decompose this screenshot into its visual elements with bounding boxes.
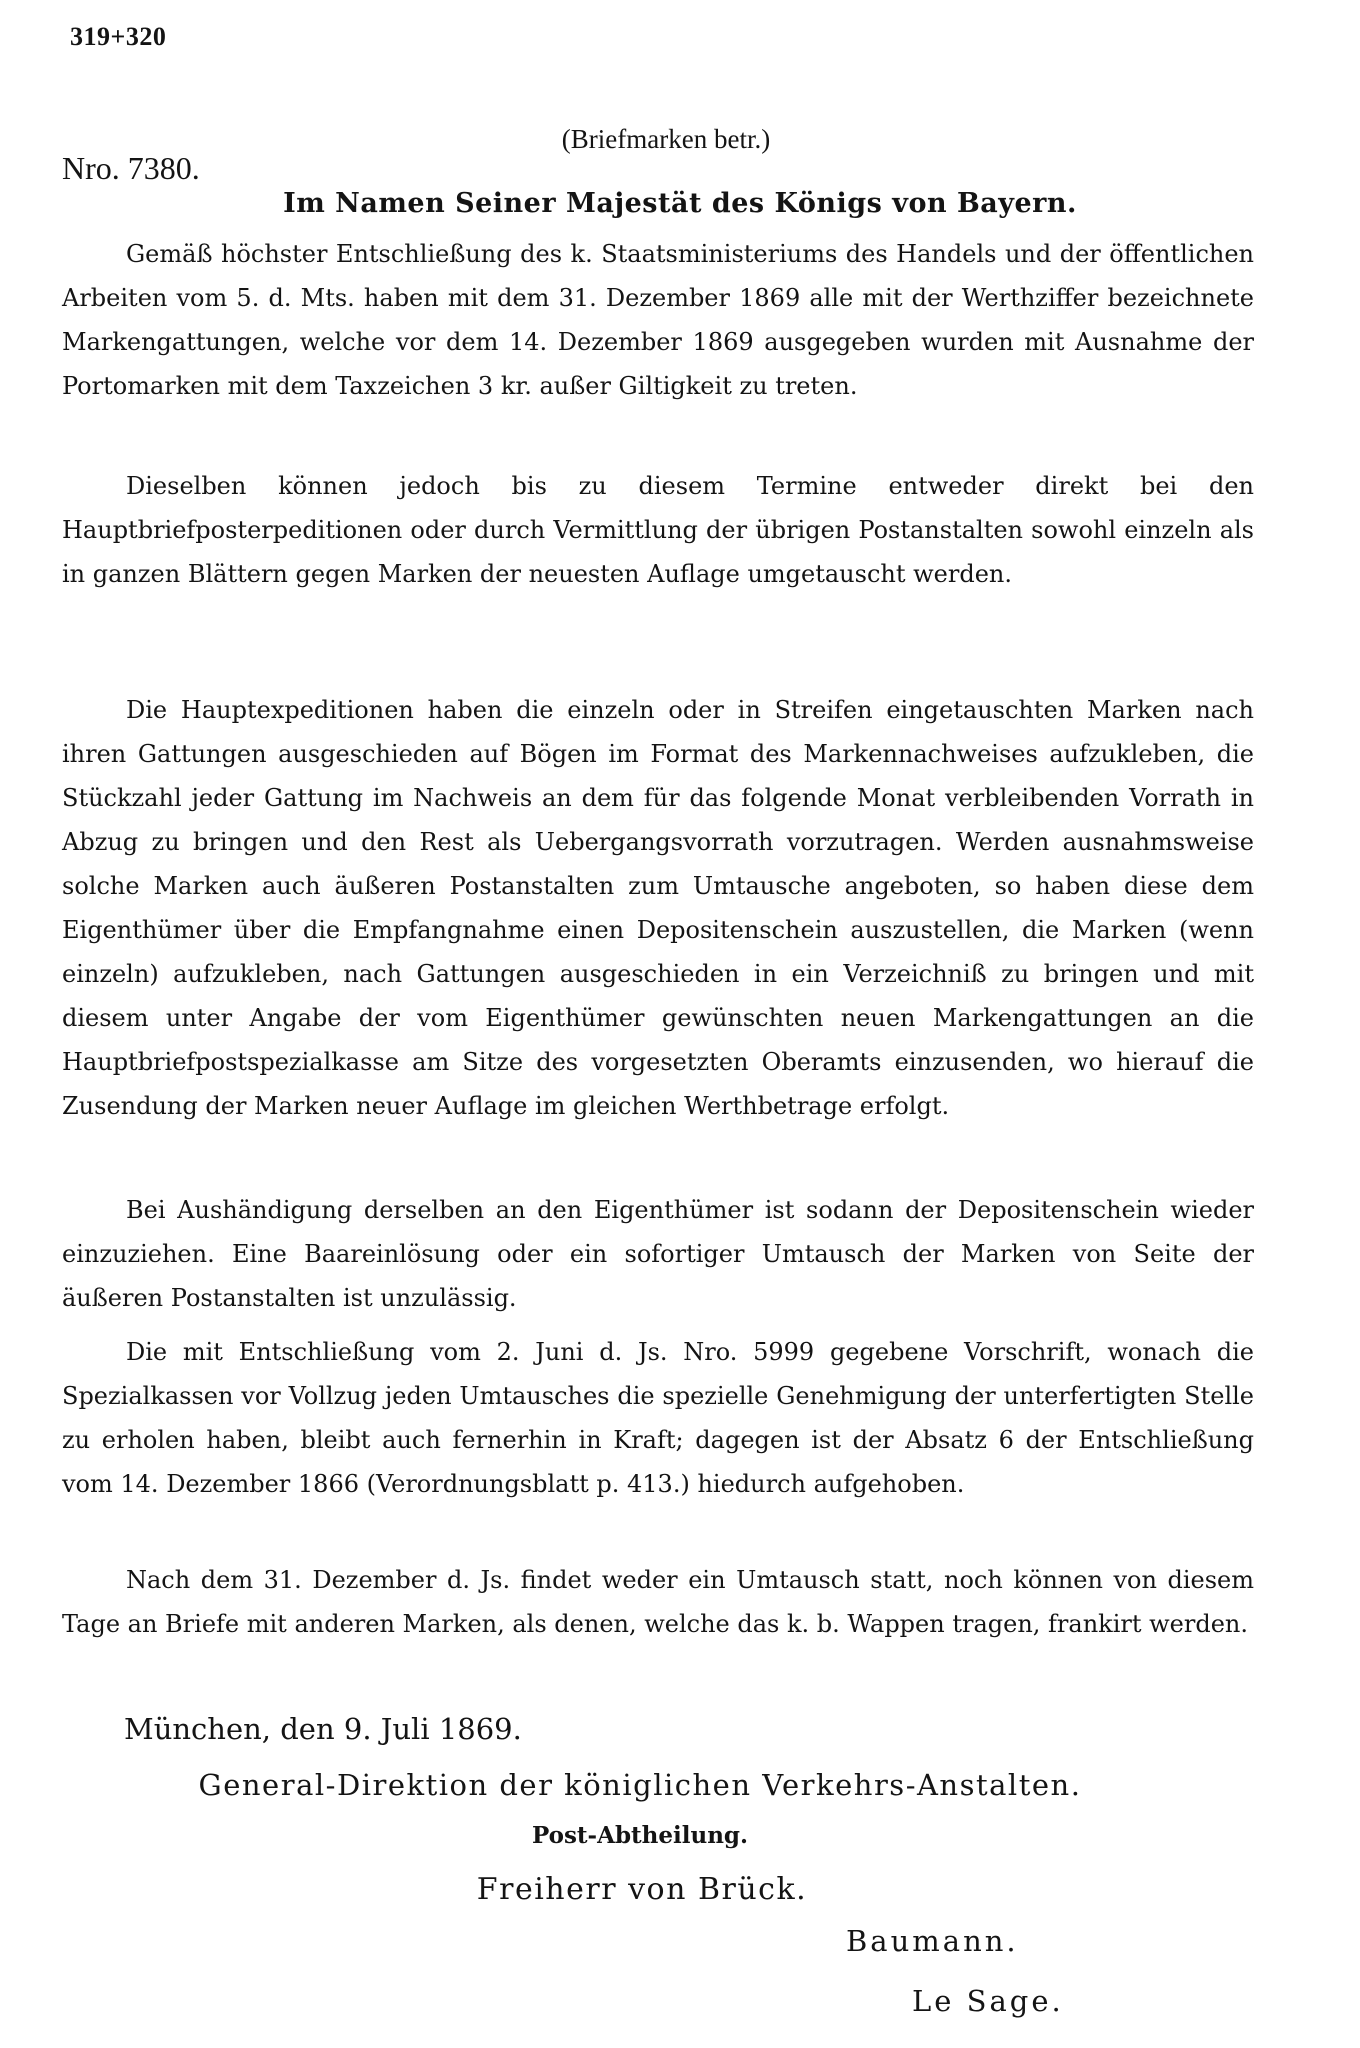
paragraph-3: Die Hauptexpeditionen haben die einzeln oder in Streifen eingetauschten Marken nach ihren Gattungen ausgeschieden auf Bögen im Format des Markennachweises aufzukleben, die Stückzahl jeder Gattung im Nachweis an dem für das folgende Monat verbleibenden Vorrath in Abzug zu bringen und den Rest als Uebergangsvorrath vorzutragen. Werden ausnahmsweise solche Marken auch äußeren Postanstalten zum Umtausche angeboten, so haben diese dem Eigenthümer über die Empfangnahme einen Depositenschein auszustellen, die Marken (wenn einzeln) aufzukleben, nach Gattungen ausgeschieden in ein Verzeichniß zu bringen und mit diesem unter Angabe der vom Eigenthümer gewünschten neuen Markengattungen an die Hauptbriefpostspezialkasse am Sitze des vorgesetzten Oberamts einzusenden, wo hierauf die Zusendung der Marken neuer Auflage im gleichen Werthbetrage erfolgt.: [62, 696, 1254, 1120]
document-heading: Im Namen Seiner Majestät des Königs von Bayern.: [283, 188, 1077, 219]
paragraph-2: Dieselben können jedoch bis zu diesem Termine entweder direkt bei den Hauptbriefposterpeditionen oder durch Vermittlung der übrigen Postanstalten sowohl einzeln als in ganzen Blättern gegen Marken der neuesten Auflage umgetauscht werden.: [62, 472, 1254, 588]
page-number: 319+320: [70, 22, 167, 51]
paragraph-1: Gemäß höchster Entschließung des k. Staatsministeriums des Handels und der öffentlichen Arbeiten vom 5. d. Mts. haben mit dem 31. Dezember 1869 alle mit der Werthziffer bezeichnete Markengattungen, welche vor dem 14. Dezember 1869 ausgegeben wurden mit Ausnahme der Portomarken mit dem Taxzeichen 3 kr. außer Giltigkeit zu treten.: [62, 240, 1254, 400]
document-number: Nro. 7380.: [62, 150, 200, 186]
paragraph-4: Bei Aushändigung derselben an den Eigenthümer ist sodann der Depositenschein wieder einzuziehen. Eine Baareinlösung oder ein sofortiger Umtausch der Marken von Seite der äußeren Postanstalten ist unzulässig.: [62, 1196, 1254, 1312]
signatory: Freiherr von Brück.: [476, 1872, 808, 1907]
paragraph-5: Die mit Entschließung vom 2. Juni d. Js. Nro. 5999 gegebene Vorschrift, wonach die Spezialkassen vor Vollzug jeden Umtausches die spezielle Genehmigung der unterfertigten Stelle zu erholen haben, bleibt auch fernerhin in Kraft; dagegen ist der Absatz 6 der Entschließung vom 14. Dezember 1866 (Verordnungsblatt p. 413.) hiedurch aufgehoben.: [62, 1338, 1254, 1498]
signature-name-1: Baumann.: [846, 1924, 1019, 1958]
department: Post-Abtheilung.: [531, 1822, 749, 1849]
issuing-authority: General-Direktion der königlichen Verkehrs-Anstalten.: [198, 1768, 1082, 1802]
paragraph-6: Nach dem 31. Dezember d. Js. findet weder ein Umtausch statt, noch können von diesem Tage an Briefe mit anderen Marken, als denen, welche das k. b. Wappen tragen, frankirt werden.: [62, 1566, 1254, 1638]
place-date: München, den 9. Juli 1869.: [124, 1712, 522, 1746]
document-subject: (Briefmarken betr.): [561, 124, 771, 154]
signature-name-2: Le Sage.: [912, 1984, 1064, 2018]
